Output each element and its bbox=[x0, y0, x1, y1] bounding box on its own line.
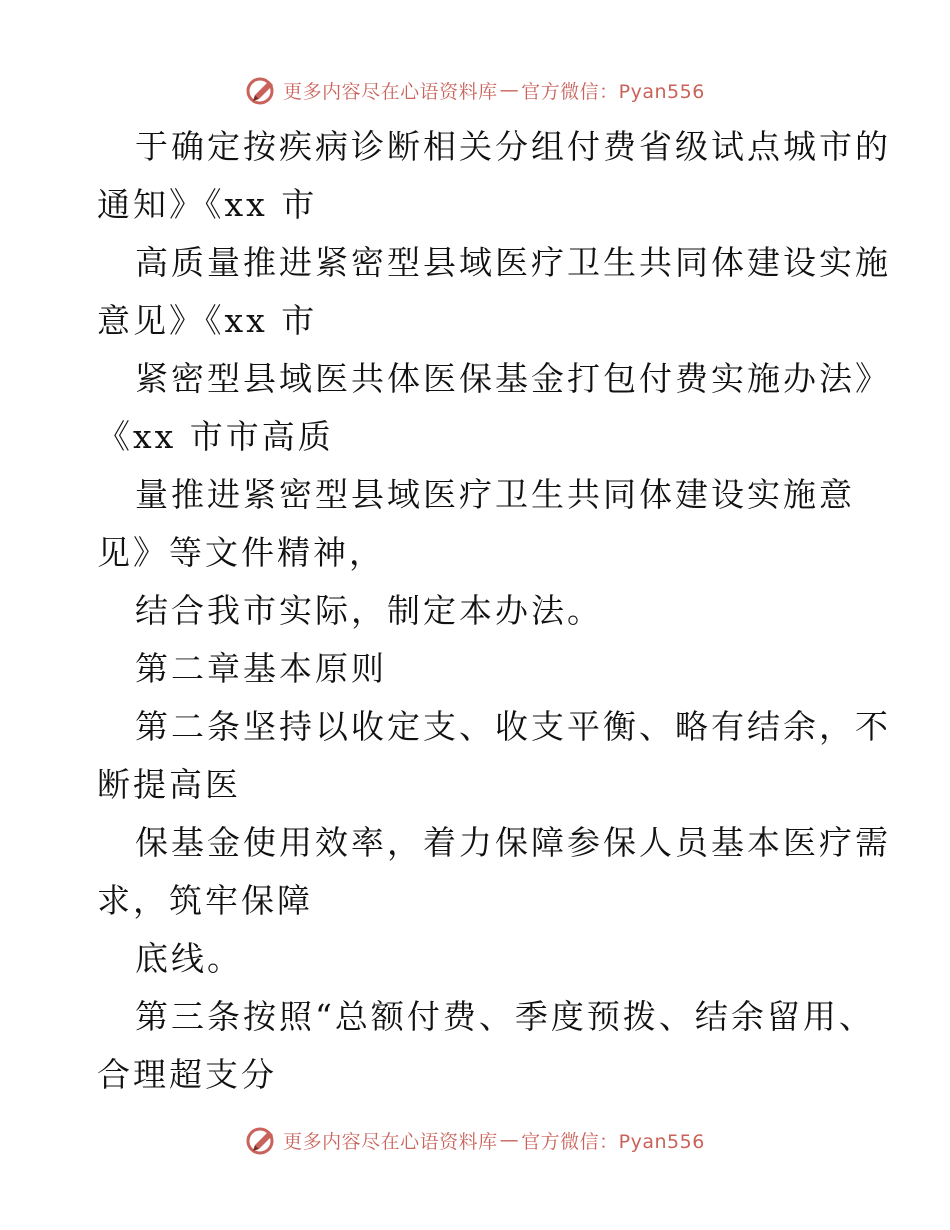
text-line: 底线。 bbox=[135, 939, 243, 978]
pen-logo-icon bbox=[245, 73, 279, 107]
text-line: 保基金使用效率，着力保障参保人员基本医疗需 bbox=[135, 823, 891, 862]
text-line: 断提高医 bbox=[97, 765, 241, 804]
watermark-contact: 官方微信：Pyan556 bbox=[521, 1130, 705, 1153]
chapter-heading: 第二章基本原则 bbox=[135, 649, 387, 688]
watermark-dash: — bbox=[499, 1129, 520, 1151]
text-line: 第三条按照“总额付费、季度预拨、结余留用、 bbox=[135, 997, 875, 1036]
footer-watermark bbox=[0, 1120, 950, 1160]
watermark-text: 更多内容尽在心语资料库 bbox=[283, 80, 498, 103]
header-watermark bbox=[0, 70, 950, 110]
text-line: 求，筑牢保障 bbox=[97, 881, 313, 920]
pen-logo-icon bbox=[245, 1123, 279, 1157]
document-body bbox=[97, 118, 891, 1104]
watermark-dash: — bbox=[499, 79, 520, 101]
text-line: 紧密型县域医共体医保基金打包付费实施办法》 bbox=[135, 359, 891, 398]
watermark-contact: 官方微信：Pyan556 bbox=[521, 80, 705, 103]
watermark-text: 更多内容尽在心语资料库 bbox=[283, 1130, 498, 1153]
text-line: 高质量推进紧密型县域医疗卫生共同体建设实施 bbox=[135, 243, 891, 282]
text-line: 合理超支分 bbox=[97, 1055, 277, 1094]
text-line: 见》等文件精神， bbox=[97, 533, 385, 572]
text-line: 《xx 市市高质 bbox=[97, 417, 334, 456]
text-line: 意见》《xx 市 bbox=[97, 301, 318, 340]
text-line: 于确定按疾病诊断相关分组付费省级试点城市的 bbox=[135, 127, 891, 166]
text-line: 通知》《xx 市 bbox=[97, 185, 318, 224]
text-line: 量推进紧密型县域医疗卫生共同体建设实施意 bbox=[135, 475, 855, 514]
text-line: 结合我市实际，制定本办法。 bbox=[135, 591, 603, 630]
text-line: 第二条坚持以收定支、收支平衡、略有结余，不 bbox=[135, 707, 891, 746]
